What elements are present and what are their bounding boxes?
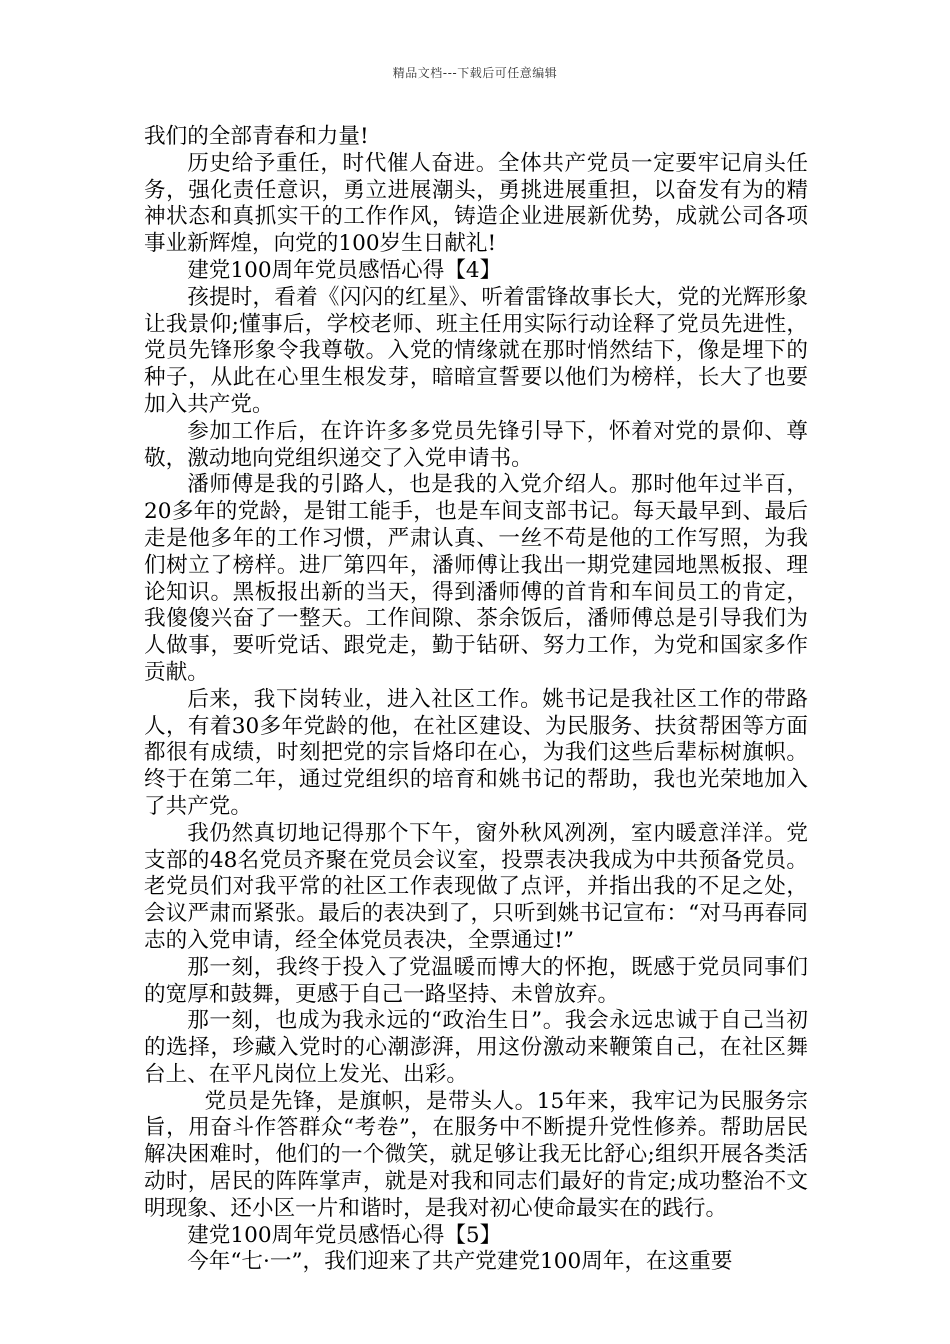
paragraph: 建党100周年党员感悟心得【4】 — [187, 257, 502, 283]
paragraph: 那一刻，我终于投入了党温暖而博大的怀抱，既感于党员同事们的宽厚和鼓舞，更感于自己一路坚持、未曾放弃。 — [144, 954, 808, 1007]
paragraph: 后来，我下岗转业，进入社区工作。姚书记是我社区工作的带路人，有着30多年党龄的他，在社区建设、为民服务、扶贫帮困等方面都很有成绩，时刻把党的宗旨烙印在心，为我们这些后辈标树旗帜。终于在第二年，通过党组织的培育和姚书记的帮助，我也光荣地加入了共产党。 — [144, 686, 808, 819]
paragraph: 建党100周年党员感悟心得【5】 — [187, 1222, 502, 1248]
paragraph: 历史给予重任，时代催人奋进。全体共产党员一定要牢记肩头任务，强化责任意识，勇立进展潮头，勇挑进展重担，以奋发有为的精神状态和真抓实干的工作作风，铸造企业进展新优势，成就公司各项事业新辉煌，向党的100岁生日献礼! — [144, 150, 808, 257]
paragraph: 我们的全部青春和力量! — [144, 124, 369, 149]
paragraph: 那一刻，也成为我永远的“政治生日”。我会永远忠诚于自己当初的选择，珍藏入党时的心潮澎湃，用这份激动来鞭策自己，在社区舞台上、在平凡岗位上发光、出彩。 — [144, 1008, 808, 1087]
paragraph: 潘师傅是我的引路人，也是我的入党介绍人。那时他年过半百，20多年的党龄，是钳工能手，也是车间支部书记。每天最早到、最后走是他多年的工作习惯，严肃认真、一丝不苟是他的工作写照，为我们树立了榜样。进厂第四年，潘师傅让我出一期党建园地黑板报、理论知识。黑板报出新的当天，得到潘师傅的首肯和车间员工的肯定，我傻傻兴奋了一整天。工作间隙、茶余饭后，潘师傅总是引导我们为人做事，要听党话、跟党走，勤于钻研、努力工作，为党和国家多作贡献。 — [144, 472, 808, 685]
document-body — [144, 124, 808, 1276]
paragraph: 今年“七·一”，我们迎来了共产党建党100周年，在这重要 — [187, 1249, 733, 1275]
paragraph: 我仍然真切地记得那个下午，窗外秋风冽冽，室内暖意洋洋。党支部的48名党员齐聚在党员会议室，投票表决我成为中共预备党员。老党员们对我平常的社区工作表现做了点评，并指出我的不足之处，会议严肃而紧张。最后的表决到了，只听到姚书记宣布：“对马再春同志的入党申请，经全体党员表决，全票通过!” — [144, 820, 808, 953]
paragraph: 孩提时，看着《闪闪的红星》、听着雷锋故事长大，党的光辉形象让我景仰;懂事后，学校老师、班主任用实际行动诠释了党员先进性，党员先锋形象令我尊敬。入党的情缘就在那时悄然结下，像是埋下的种子，从此在心里生根发芽，暗暗宣誓要以他们为榜样，长大了也要加入共产党。 — [144, 284, 808, 417]
page-header: 精品文档---下载后可任意编辑 — [392, 66, 558, 80]
paragraph: 参加工作后，在许许多多党员先锋引导下，怀着对党的景仰、尊敬，激动地向党组织递交了入党申请书。 — [144, 418, 808, 471]
paragraph: 党员是先锋，是旗帜，是带头人。15年来，我牢记为民服务宗旨，用奋斗作答群众“考卷”，在服务中不断提升党性修养。帮助居民解决困难时，他们的一个微笑，就足够让我无比舒心;组织开展各类活动时，居民的阵阵掌声，就是对我和同志们最好的肯定;成功整治不文明现象、还小区一片和谐时，是我对初心使命最实在的践行。 — [144, 1088, 808, 1221]
